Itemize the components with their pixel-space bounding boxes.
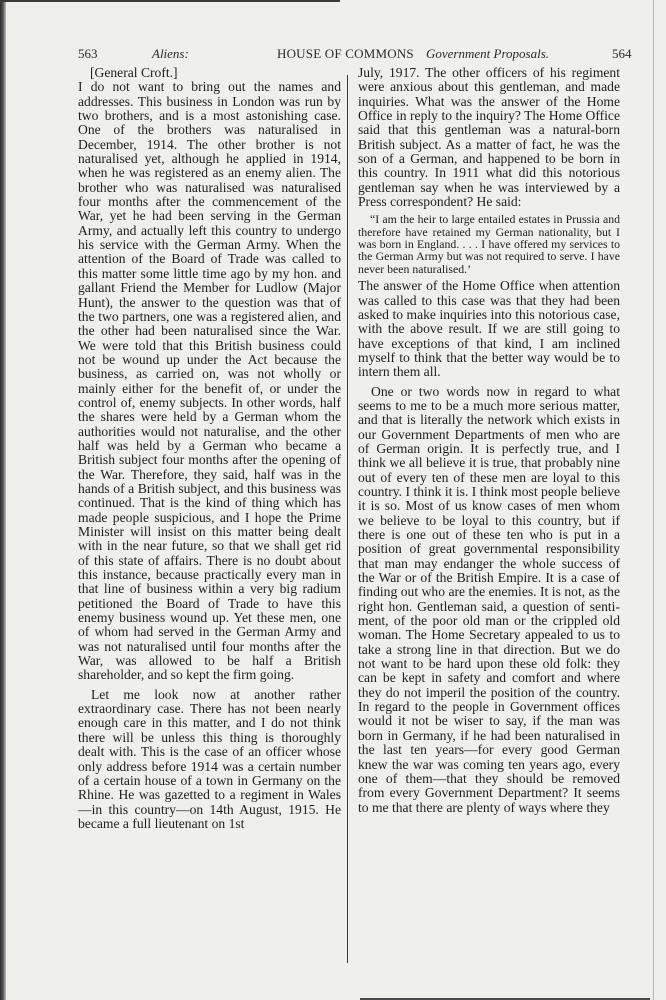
- house-title: HOUSE OF COMMONS: [277, 46, 414, 61]
- paragraph: Let me look now at another rather extraordinary case. There has not been nearly enough care in this matter, and I do not think there will be unless this thing is thoroughly dealt with. This is the case of an officer whose only address before 1914 was a certain number of a certain house of a town in Germany on the Rhine. He was gazetted to a regiment in Wales—in this country—on 14th August, 1915. He became a full lieutenant on 1st: [78, 686, 341, 831]
- right-column: [358, 66, 620, 815]
- running-header: [0, 46, 666, 66]
- left-section-title: Aliens:: [152, 46, 189, 61]
- paragraph: The answer of the Home Office when attention was called to this case was that they had been asked to make inquiries into this notorious case, with the above result. If we are still going to have exceptions of that kind, I am inclined myself to think that the better way would be to intern them all.: [358, 278, 620, 380]
- right-column-number: 564: [612, 46, 632, 61]
- scan-border-right: [653, 0, 654, 1000]
- paragraph: One or two words now in regard to what seems to me to be a much more serious matter, and that is literally the network which exists in our Government Departments of men who are of German origin. It is perfectly true, and I think we all believe it is true, that probably nine out of every ten of these men are loyal to this country. I think it is. I think most people believe it is so. Most of us know cases of men whom we believe to be loyal to this country, but if there is one out of these ten who is put in a position of great governmental responsibility that man may endanger the whole success of the War or of the British Empire. It is a case of finding out who are the enemies. It is not, as the right hon. Gentleman said, a question of sentiment, of the poor old man or the crippled old woman. The Home Secretary appealed to us to take a strong line in that direction. But we do not want to be hard upon these old folk: they can be kept in safety and comfort and where they do not imperil the position of the country. In regard to the people in Government offices would it not be wiser to say, if the man was born in Germany, if he had been naturalised in the last ten years—for every good German knew the war was coming ten years ago, every one of them—that they should be removed from every Government Department? It seems to me that there are plenty of ways where they: [358, 383, 620, 815]
- column-divider: [347, 75, 348, 963]
- left-column: [78, 66, 341, 831]
- speaker-attribution: [General Croft.]: [90, 65, 178, 80]
- paragraph: I do not want to bring out the names and addresses. This business in London was run by two brothers, and is a most astonishing case. One of the brothers was naturalised in December, 1914. The other brother is not naturalised yet, although he applied in 1914, when he was registered as an enemy alien. The brother who was naturalised was naturalised four months after the commencement of the War, yet he had been serving in the German Army, and actually left this country to undergo his service with the German Army. When the attention of the Board of Trade was called to this matter some little time ago by my hon. and gallant Friend the Member for Ludlow (Major Hunt), the answer to the question was that of the two partners, one was a registered alien, and the other had been naturalised since the War. We were told that this British business could not be wound up under the Act because the business, as carried on, was not wholly or mainly either for the benefit of, or under the control of, enemy subjects. In other words, half the shares were held by a German whom the authorities would not naturalise, and the other half was held by a German who became a British subject four months after the opening of the War. Therefore, they said, half was in the hands of a British subject, and this business was continued. That is the kind of thing which has made people suspicious, and I hope the Prime Minister will insist on this matter being dealt with in the near future, so that we shall get rid of this state of affairs. There is no doubt about this instance, because practically every man in that line of business within a very big radium petitioned the Board of Trade to have this enemy business wound up. Yet these men, one of whom had served in the German Army and was not naturalised until four months after the War, was allowed to be half a British shareholder, and so kept the firm going.: [78, 79, 341, 683]
- scan-border-left: [0, 0, 6, 1000]
- paragraph: July, 1917. The other officers of his regiment were anxious about this gentleman, and made inquiries. What was the answer of the Home Office in reply to the inquiry? The Home Office said that this gentleman was a natural-born British subject. As a matter of fact, he was the son of a German, and happened to be born in this country. In 1911 what did this notorious gentleman say when he was interviewed by a Press correspondent? He said:: [358, 65, 620, 210]
- left-column-number: 563: [78, 46, 98, 61]
- right-section-title: Government Proposals.: [426, 46, 550, 61]
- scan-border-top: [0, 0, 340, 2]
- block-quote: “I am the heir to large entailed estates in Prussia and therefore have retained my German nationality, but I was born in England. . . . I have offered my services to the German Army but was not required to serve. I have never been naturalised.’: [358, 212, 620, 276]
